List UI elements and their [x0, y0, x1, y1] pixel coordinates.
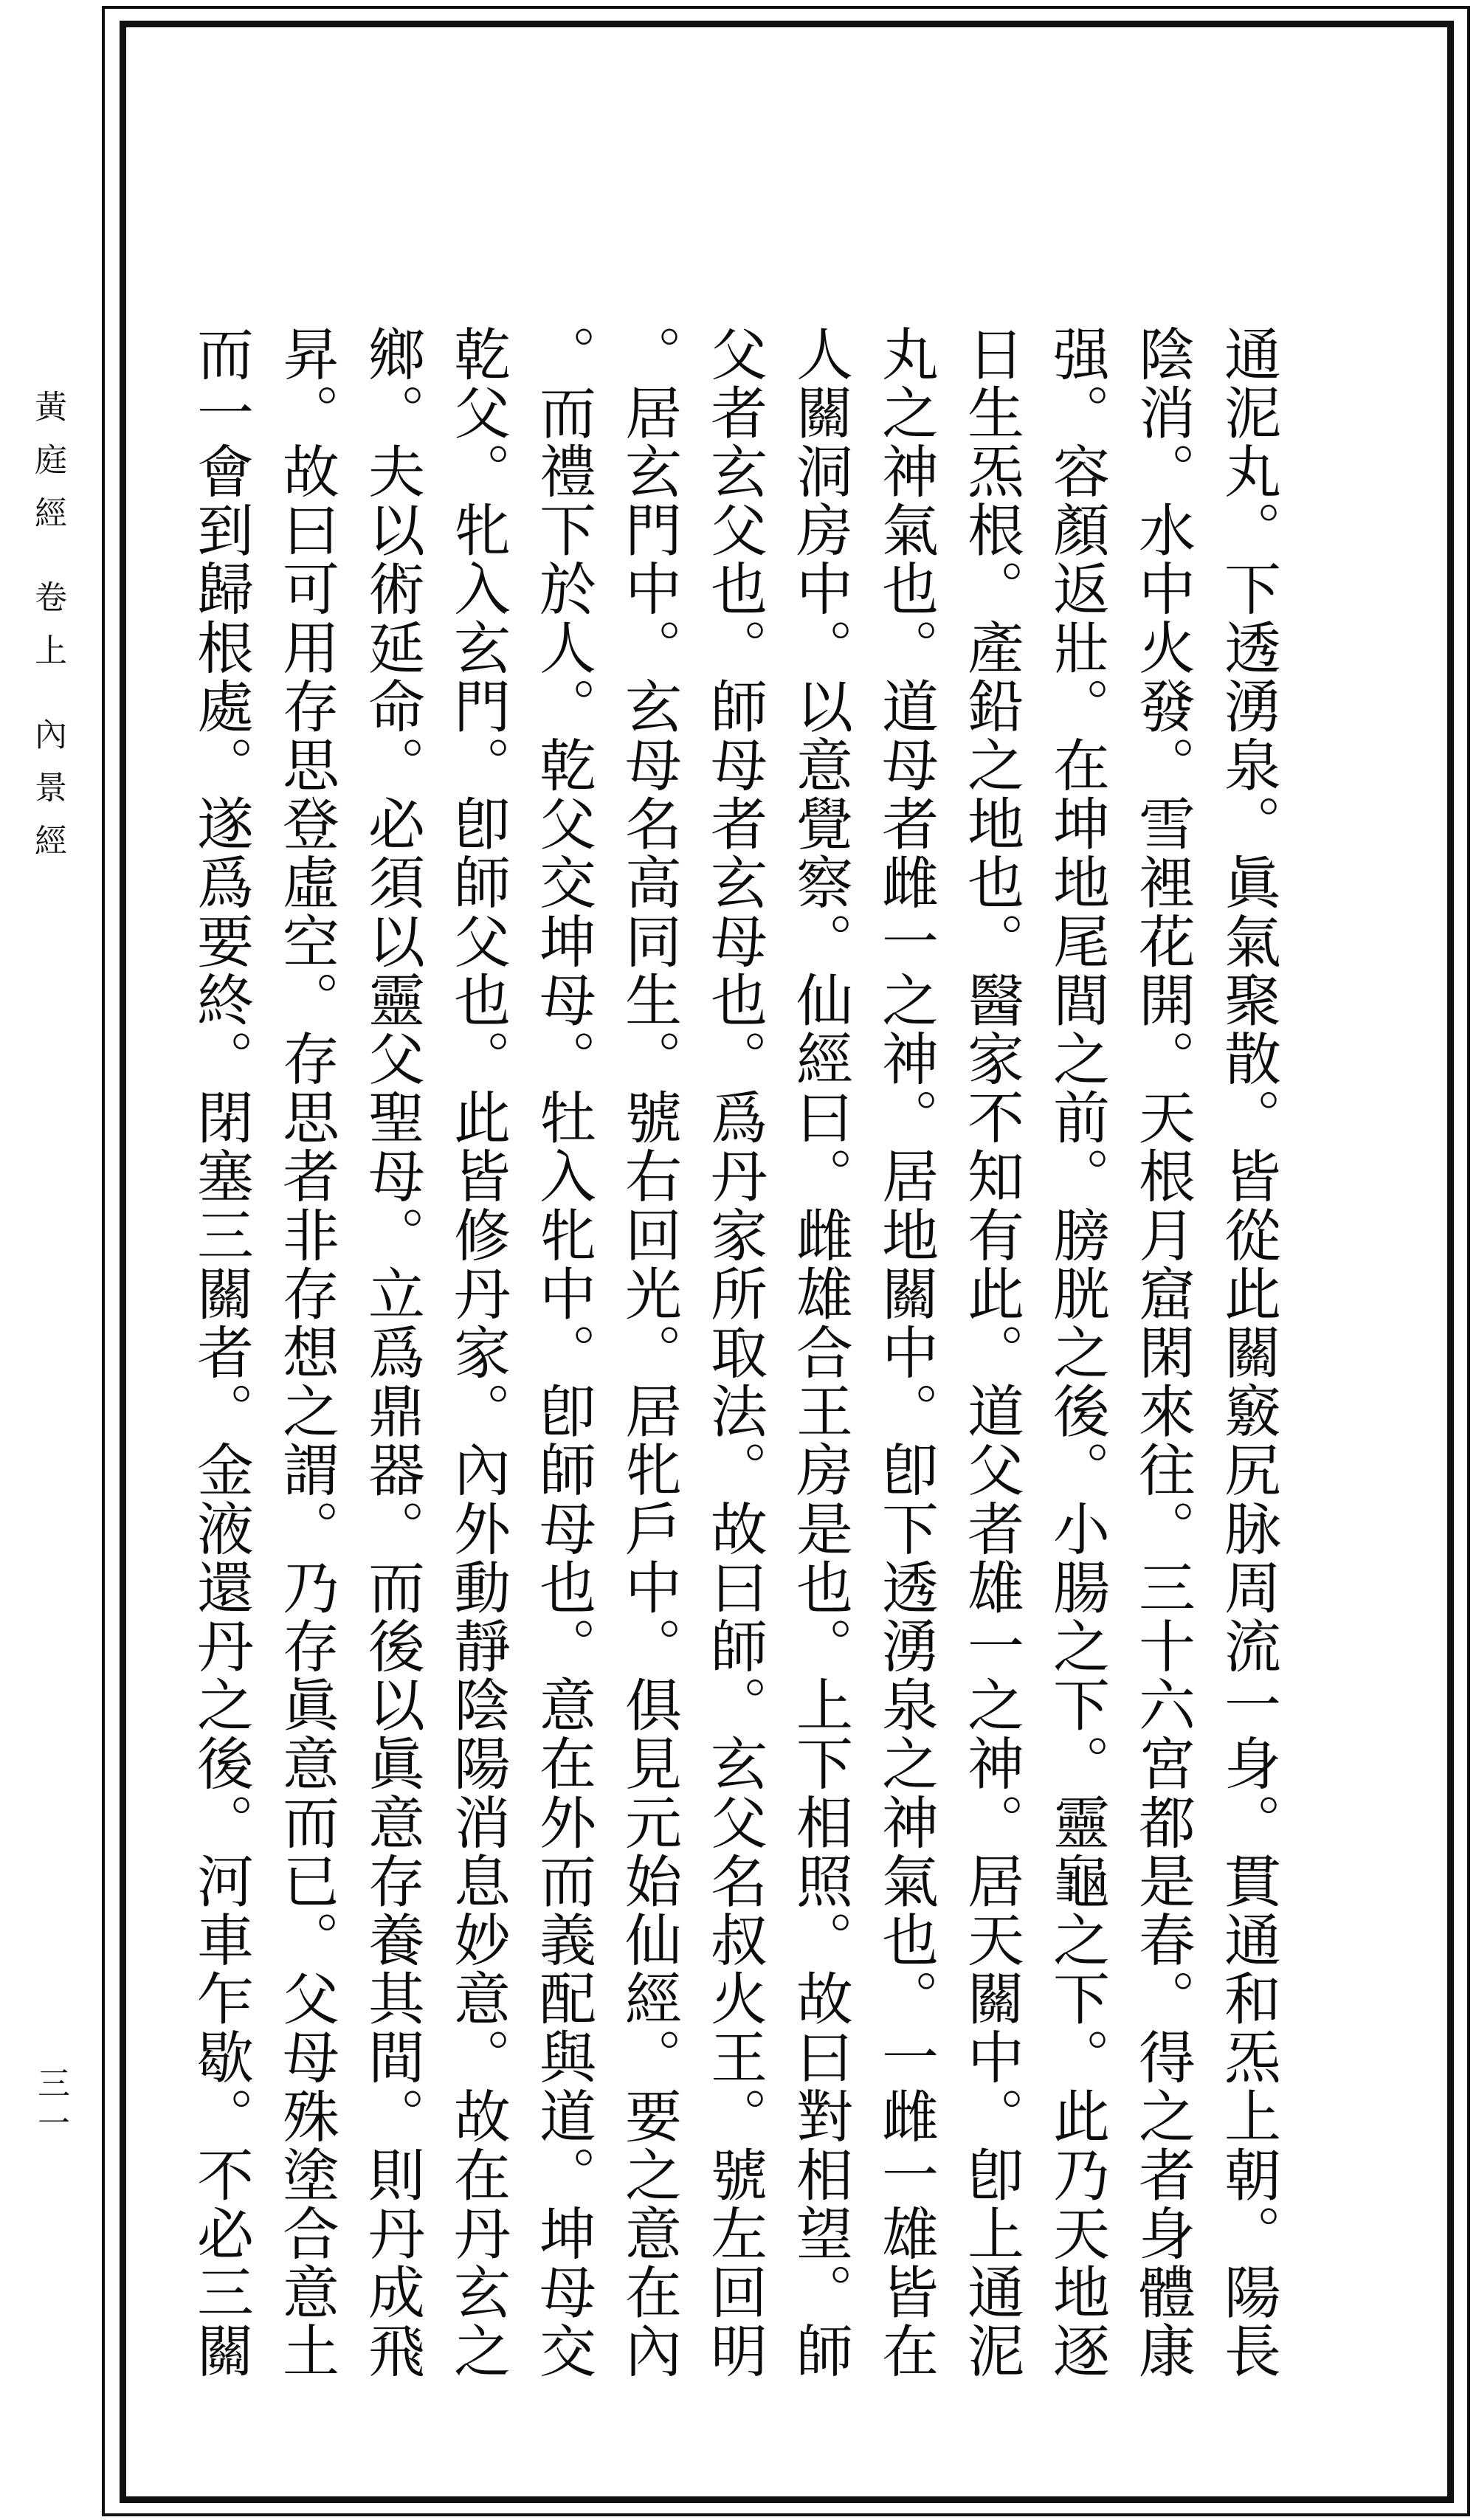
text-column: 父者玄父也。師母者玄母也。爲丹家所取法。故曰師。玄父名叔火王。號左回明	[701, 325, 767, 2381]
text-column: 而一會到歸根處。遂爲要終。閉塞三關者。金液還丹之後。河車乍歇。不必三關	[187, 325, 253, 2381]
section-label: 內景經	[29, 717, 66, 877]
text-column: 。居玄門中。玄母名高同生。號右回光。居牝戶中。俱見元始仙經。要之意在內	[615, 325, 681, 2381]
text-column: 鄉。夫以術延命。必須以靈父聖母。立爲鼎器。而後以眞意存養其間。則丹成飛	[359, 325, 424, 2381]
book-title: 黃庭經	[29, 390, 66, 549]
main-text	[187, 325, 1290, 2494]
text-column: 昇。故曰可用存思登虛空。存思者非存想之謂。乃存眞意而已。父母殊塗合意土	[273, 325, 339, 2381]
text-column: 强。容顏返壯。在坤地尾閭之前。膀胱之後。小腸之下。靈龜之下。此乃天地逐	[1044, 325, 1109, 2381]
text-column: 陰消。水中火發。雪裡花開。天根月窟閑來往。三十六宮都是春。得之者身體康	[1129, 325, 1195, 2381]
text-column: 丸之神氣也。道母者雌一之神。居地關中。卽下透湧泉之神氣也。一雌一雄皆在	[872, 325, 938, 2381]
page-number: 三一	[32, 2066, 69, 2146]
text-column: 乾父。牝入玄門。卽師父也。此皆修丹家。內外動靜陰陽消息妙意。故在丹玄之	[444, 325, 510, 2381]
volume-label: 卷上	[29, 580, 66, 686]
text-column: 人關洞房中。以意覺察。仙經曰。雌雄合王房是也。上下相照。故曰對相望。師	[787, 325, 852, 2381]
text-column: 。而禮下於人。乾父交坤母。牡入牝中。卽師母也。意在外而義配與道。坤母交	[530, 325, 596, 2381]
running-head	[29, 390, 66, 1349]
text-column: 通泥丸。下透湧泉。眞氣聚散。皆從此關竅尻脉周流一身。貫通和炁上朝。陽長	[1215, 325, 1280, 2381]
text-column: 日生炁根。產鉛之地也。醫家不知有此。道父者雄一之神。居天關中。卽上通泥	[958, 325, 1024, 2381]
